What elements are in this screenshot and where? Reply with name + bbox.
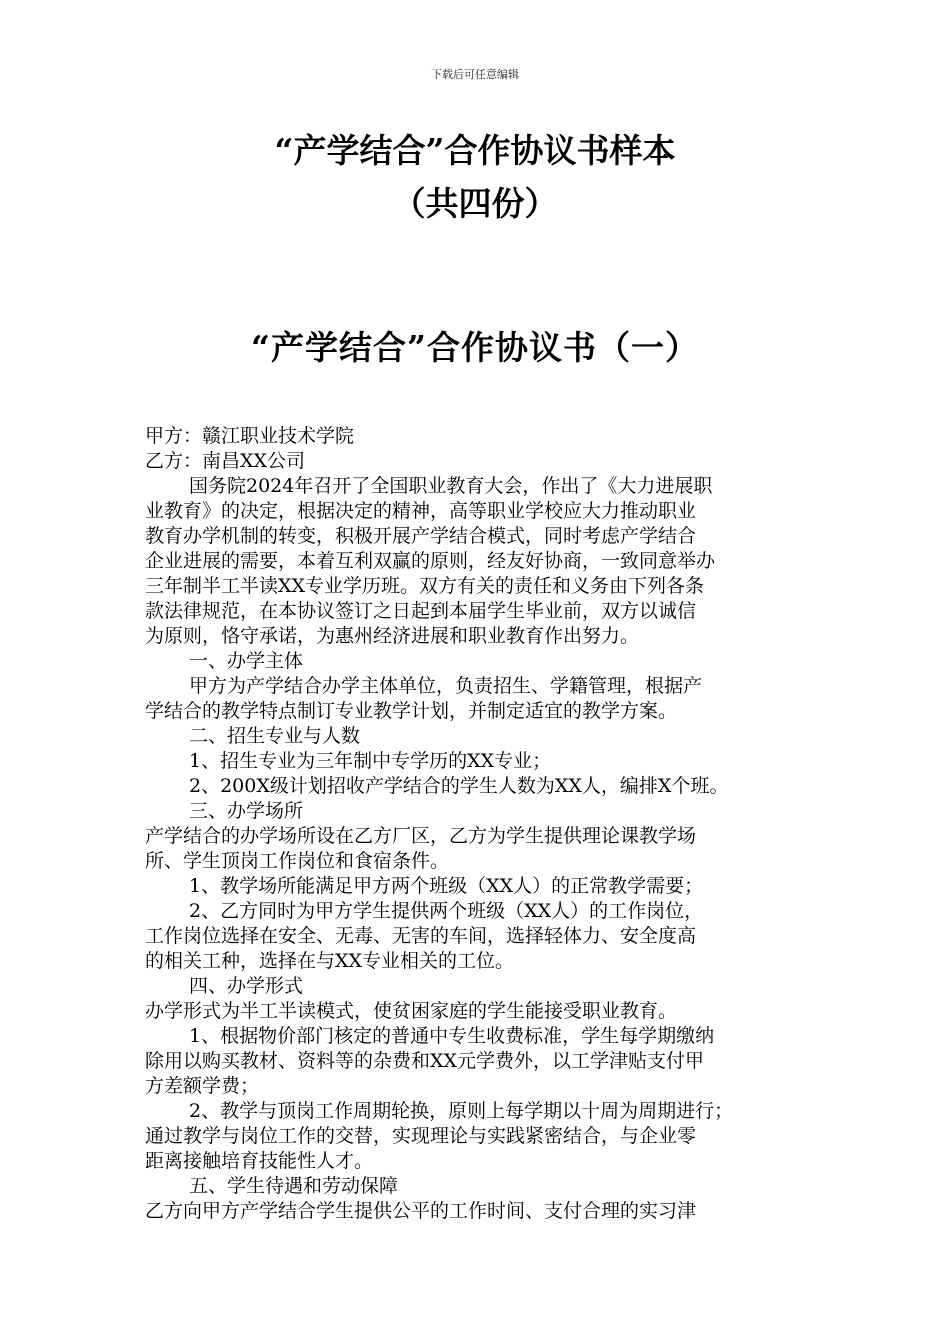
body-line: 业教育》的决定，根据决定的精神，高等职业学校应大力推动职业: [145, 500, 697, 522]
body-line: 距离接触培育技能性人才。: [145, 1150, 374, 1172]
body-line: 国务院2024年召开了全国职业教育大会，作出了《大力进展职: [189, 475, 713, 497]
body-line: 为原则，恪守承诺，为惠州经济进展和职业教育作出努力。: [145, 625, 640, 647]
body-line: 三年制半工半读XX专业学历班。双方有关的责任和义务由下列各条: [145, 575, 705, 597]
section-title: “产学结合”合作协议书（一）: [251, 328, 699, 367]
section-heading: 五、学生待遇和劳动保障: [189, 1175, 399, 1197]
body-line: 1、招生专业为三年制中专学历的XX专业；: [189, 750, 552, 772]
body-line: 办学形式为半工半读模式，使贫困家庭的学生能接受职业教育。: [145, 1000, 678, 1022]
section-heading: 二、招生专业与人数: [189, 725, 361, 747]
body-line: 款法律规范，在本协议签订之日起到本届学生毕业前，双方以诚信: [145, 600, 697, 622]
body-line: 企业进展的需要，本着互利双赢的原则，经友好协商，一致同意举办: [145, 550, 716, 572]
body-line: 的相关工种，选择在与XX专业相关的工位。: [145, 950, 515, 972]
body-line: 方差额学费；: [145, 1075, 260, 1097]
body-line: 工作岗位选择在安全、无毒、无害的车间，选择轻体力、安全度高: [145, 925, 697, 947]
party-b: 乙方：南昌XX公司: [145, 450, 306, 472]
section-heading: 四、办学形式: [189, 975, 304, 997]
agreement-body: [145, 424, 815, 1224]
body-line: 2、200X级计划招收产学结合的学生人数为XX人，编排X个班。: [189, 775, 729, 797]
body-line: 除用以购买教材、资料等的杂费和XX元学费外，以工学津贴支付甲: [145, 1050, 705, 1072]
body-line: 产学结合的办学场所设在乙方厂区，乙方为学生提供理论课教学场: [145, 825, 697, 847]
section-heading: 一、办学主体: [189, 650, 304, 672]
body-line: 乙方向甲方产学结合学生提供公平的工作时间、支付合理的实习津: [145, 1200, 697, 1222]
body-line: 2、教学与顶岗工作周期轮换，原则上每学期以十周为周期进行；: [189, 1100, 734, 1122]
body-line: 1、根据物价部门核定的普通中专生收费标准，学生每学期缴纳: [189, 1025, 715, 1047]
body-line: 所、学生顶岗工作岗位和食宿条件。: [145, 850, 450, 872]
body-line: 学结合的教学特点制订专业教学计划，并制定适宜的教学方案。: [145, 700, 678, 722]
document-title: “产学结合”合作协议书样本: [274, 131, 676, 170]
body-line: 1、教学场所能满足甲方两个班级（XX人）的正常教学需要；: [189, 875, 704, 897]
body-line: 2、乙方同时为甲方学生提供两个班级（XX人）的工作岗位，: [189, 900, 704, 922]
header-note: 下载后可任意编辑: [431, 68, 519, 81]
body-line: 通过教学与岗位工作的交替，实现理论与实践紧密结合，与企业零: [145, 1125, 697, 1147]
body-line: 教育办学机制的转变，积极开展产学结合模式，同时考虑产学结合: [145, 525, 697, 547]
body-line: 甲方为产学结合办学主体单位，负责招生、学籍管理，根据产: [189, 675, 703, 697]
section-heading: 三、办学场所: [189, 800, 304, 822]
party-a: 甲方：赣江职业技术学院: [145, 425, 355, 447]
document-subtitle: （共四份）: [392, 184, 558, 223]
